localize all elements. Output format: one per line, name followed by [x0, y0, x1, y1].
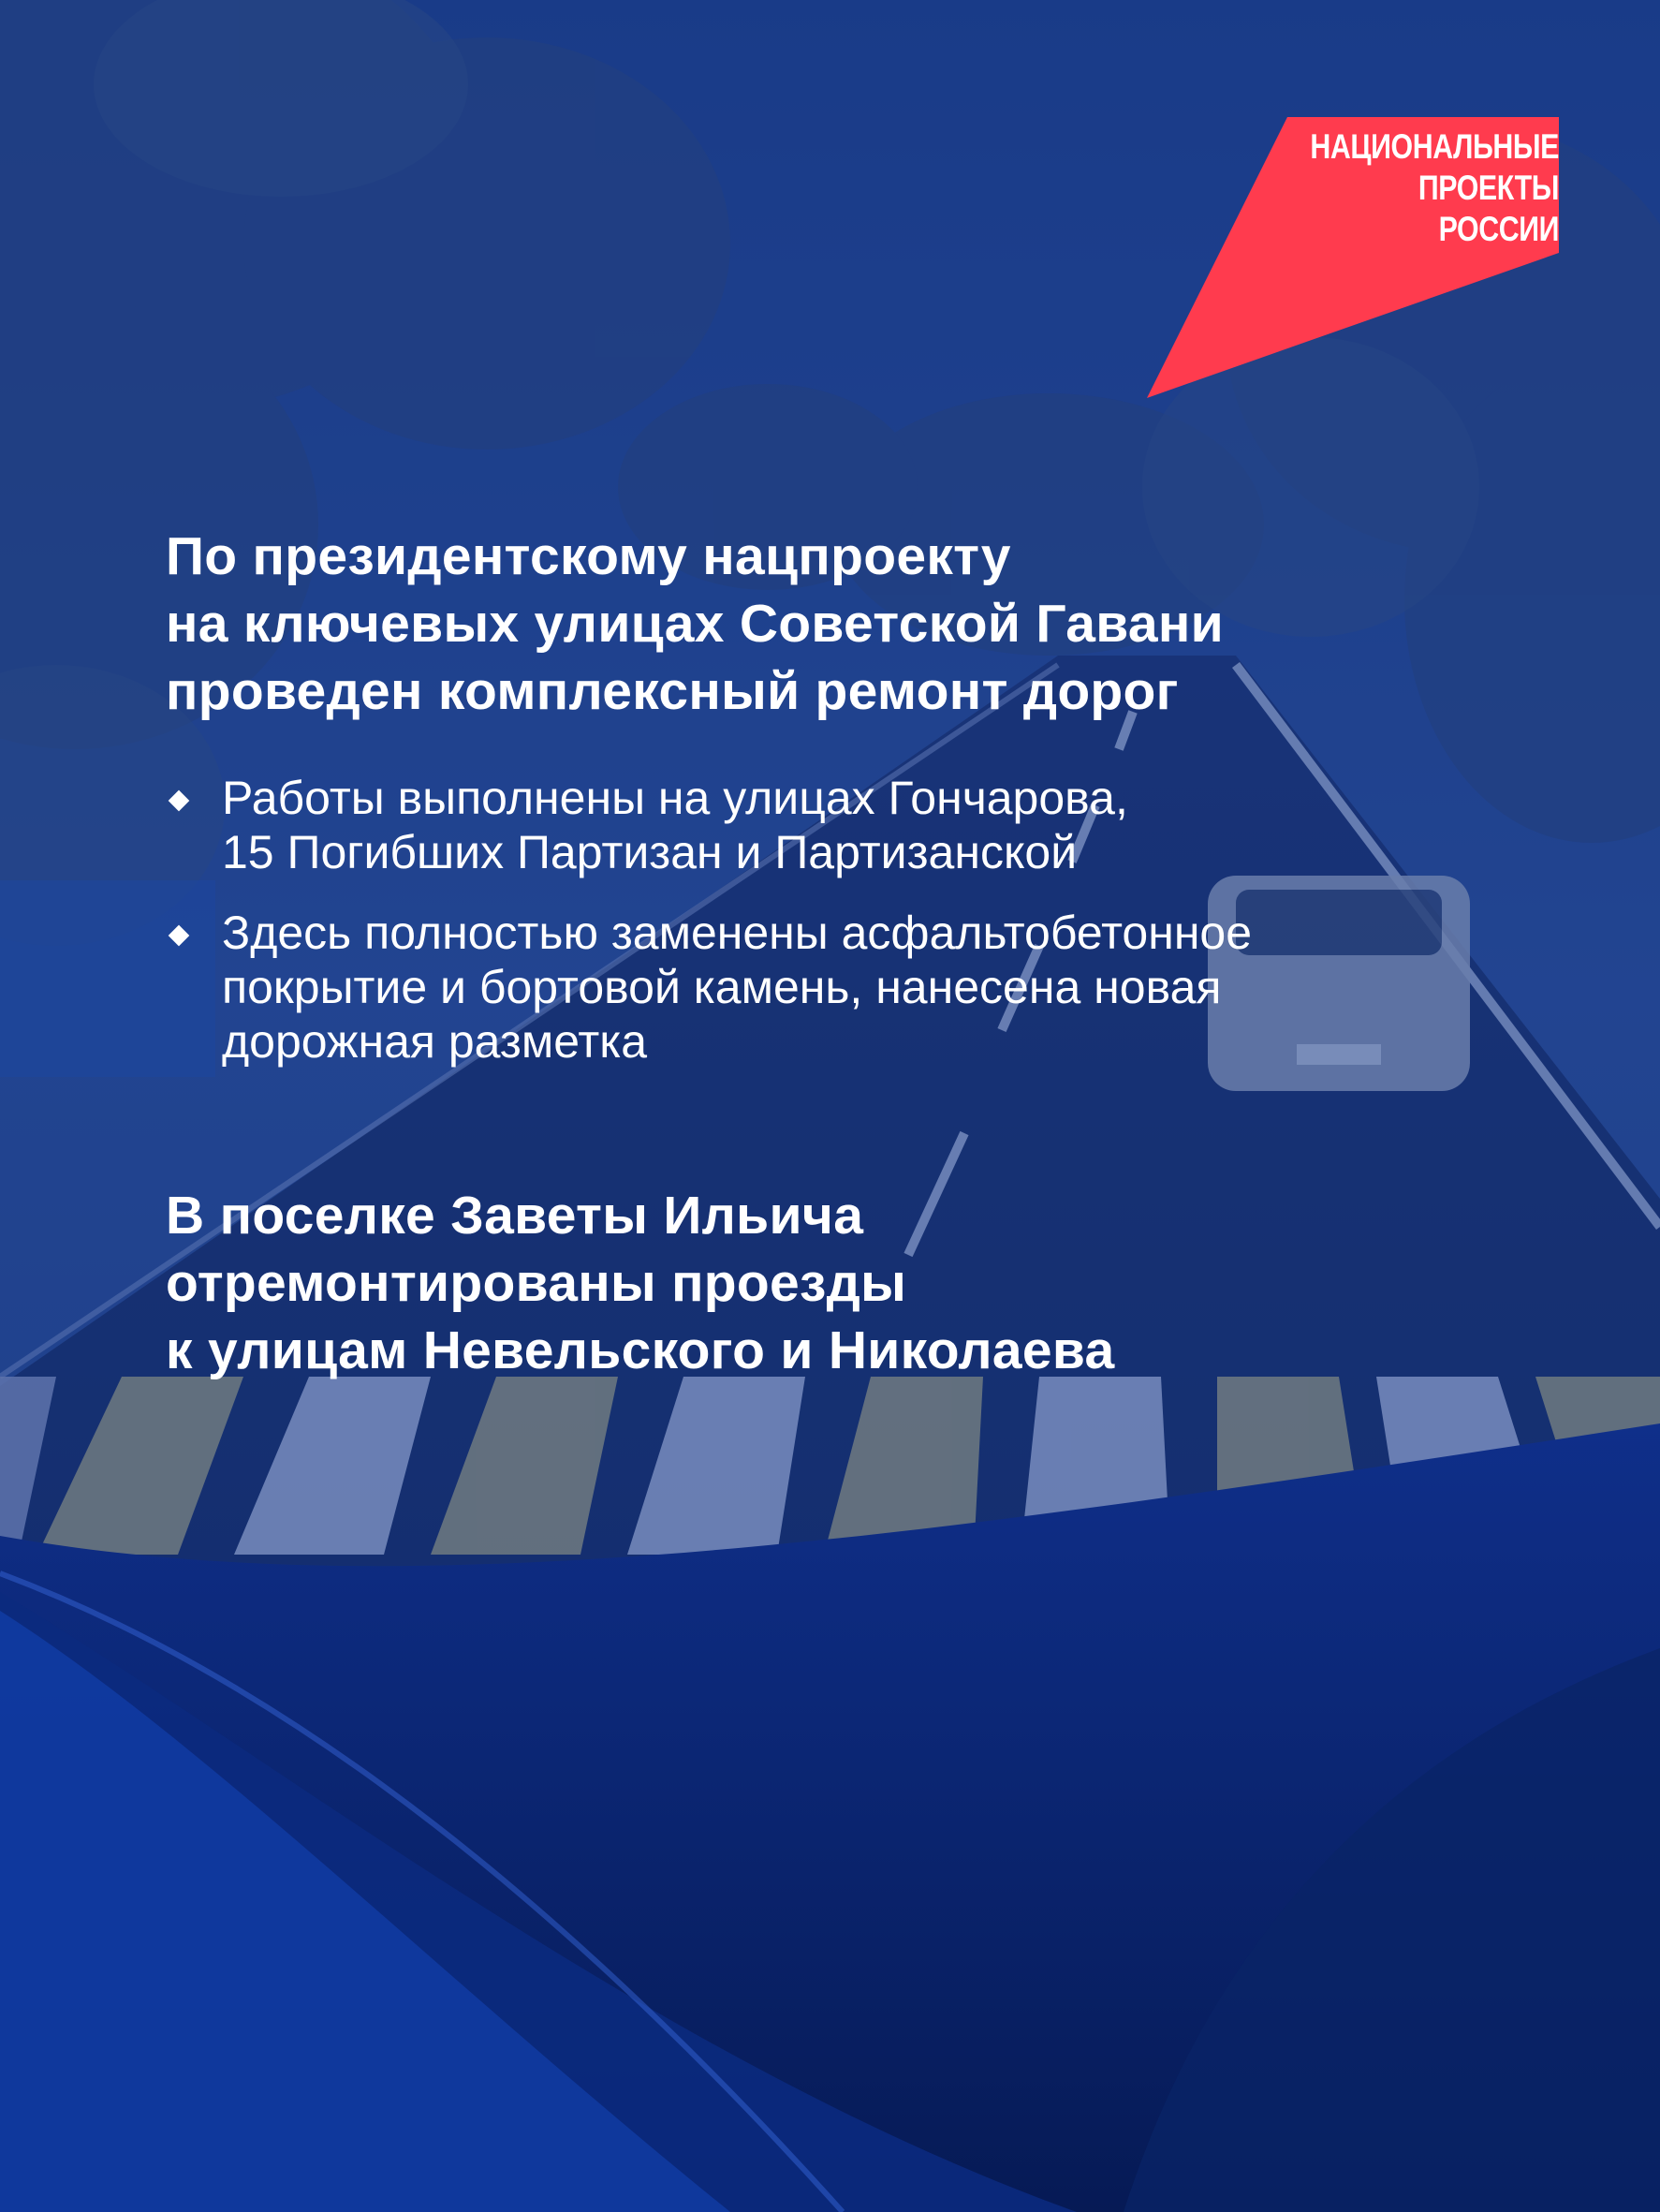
diamond-bullet-icon — [169, 925, 190, 947]
bullet-line: 15 Погибших Партизан и Партизанской — [222, 826, 1078, 878]
bullet-text — [222, 906, 1523, 1069]
bullet-line: Здесь полностью заменены асфальтобетонное — [222, 907, 1253, 959]
logo-line: РОССИИ — [1438, 210, 1559, 248]
logo-line: ПРОЕКТЫ — [1418, 169, 1559, 207]
diamond-bullet-icon — [169, 790, 190, 812]
logo-line: НАЦИОНАЛЬНЫЕ — [1310, 127, 1559, 166]
bullet-line: Работы выполнены на улицах Гончарова, — [222, 772, 1128, 824]
headline-secondary — [166, 1182, 1115, 1384]
headline-line: на ключевых улицах Советской Гавани — [166, 594, 1224, 654]
bullet-item — [166, 906, 1523, 1069]
headline-line: отремонтированы проезды — [166, 1253, 907, 1313]
bullet-list — [166, 771, 1523, 1095]
bullet-item — [166, 771, 1523, 879]
headline-line: По президентскому нацпроекту — [166, 526, 1011, 586]
bullet-line: дорожная разметка — [222, 1015, 648, 1068]
national-projects-logo — [1147, 117, 1559, 398]
headline-main — [166, 523, 1224, 725]
bullet-line: покрытие и бортовой камень, нанесена новая — [222, 961, 1222, 1013]
headline-line: проведен комплексный ремонт дорог — [166, 661, 1179, 721]
headline-line: В поселке Заветы Ильича — [166, 1186, 864, 1246]
bullet-text — [222, 771, 1523, 879]
logo-text — [1283, 126, 1559, 250]
headline-line: к улицам Невельского и Николаева — [166, 1320, 1115, 1380]
